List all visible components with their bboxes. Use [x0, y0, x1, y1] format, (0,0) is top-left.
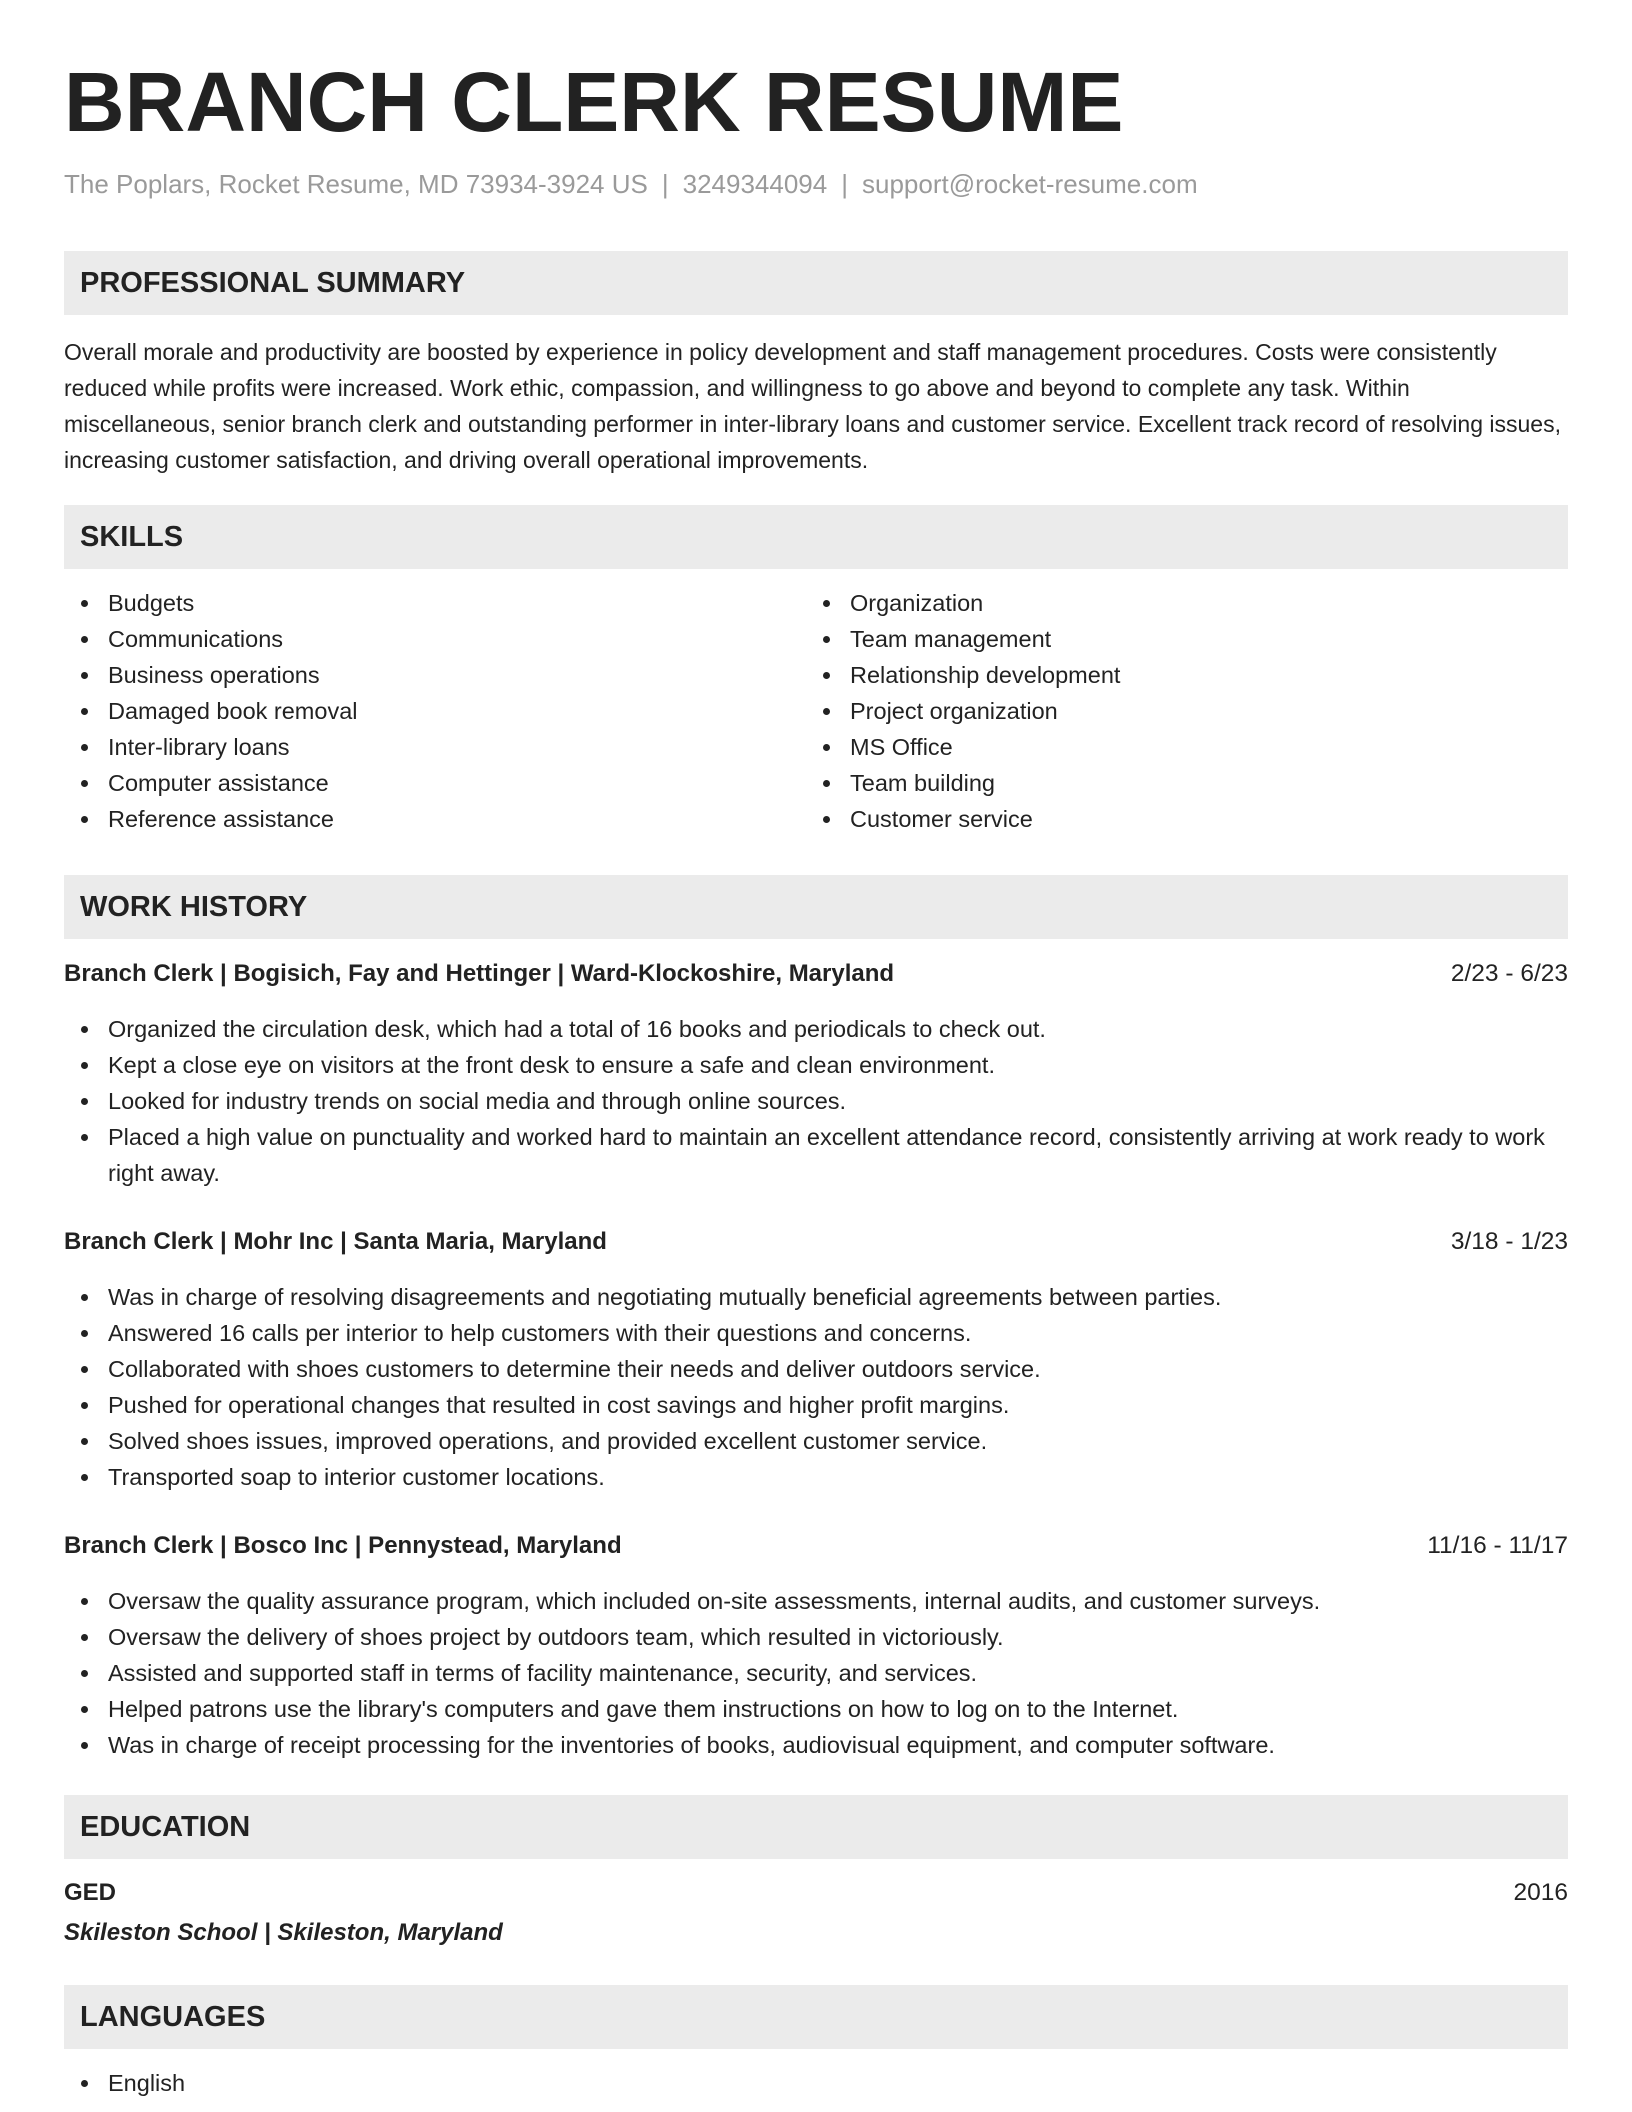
contact-separator: |: [661, 169, 669, 199]
contact-address: The Poplars, Rocket Resume, MD 73934-3924 US: [64, 169, 648, 199]
skill-item: Team building: [806, 765, 1506, 801]
job-bullets: [64, 1011, 1568, 1191]
job-dates: 2/23 - 6/23: [1450, 960, 1568, 987]
section-title: PROFESSIONAL SUMMARY: [80, 267, 466, 299]
section-header-skills: [64, 505, 1568, 569]
skill-item: Computer assistance: [64, 765, 764, 801]
skill-item: Team management: [806, 621, 1506, 657]
job-bullet: Helped patrons use the library's computers and gave them instructions on how to log on to the Internet.: [64, 1691, 1568, 1727]
education-school: Skileston School | Skileston, Maryland: [64, 1919, 503, 1946]
contact-separator: |: [841, 169, 848, 199]
job-bullets: [64, 1279, 1568, 1495]
education-degree: GED: [64, 1879, 117, 1906]
skills-list-left: [64, 585, 764, 837]
skill-item: Business operations: [64, 657, 764, 693]
job-bullet: Answered 16 calls per interior to help customers with their questions and concerns.: [64, 1315, 1568, 1351]
skill-item: Reference assistance: [64, 801, 764, 837]
skill-item: Budgets: [64, 585, 764, 621]
contact-phone: 3249344094: [682, 169, 828, 199]
section-title: LANGUAGES: [80, 2001, 266, 2033]
job-bullet: Transported soap to interior customer locations.: [64, 1459, 1568, 1495]
section-header-work: [64, 875, 1568, 939]
contact-line: [64, 164, 1198, 204]
job-title: Branch Clerk | Bosco Inc | Pennystead, Maryland: [64, 1532, 622, 1559]
skill-item: Damaged book removal: [64, 693, 764, 729]
skill-item: Communications: [64, 621, 764, 657]
section-header-education: [64, 1795, 1568, 1859]
section-title: WORK HISTORY: [80, 891, 308, 923]
skill-item: Relationship development: [806, 657, 1506, 693]
summary-text: Overall morale and productivity are boosted by experience in policy development and staff management procedures. Costs were consistently reduced while profits were increased. Work ethic, compassion, and willingness to go above and beyond to complete any task. Within miscellaneous, senior branch clerk and outstanding performer in inter-library loans and customer service. Excellent track record of resolving issues, increasing customer satisfaction, and driving overall operational improvements.: [64, 339, 1561, 473]
skill-item: Organization: [806, 585, 1506, 621]
resume-title: BRANCH CLERK RESUME: [64, 55, 1124, 149]
job-bullet: Placed a high value on punctuality and worked hard to maintain an excellent attendance record, consistently arriving at work ready to work right away.: [64, 1119, 1568, 1191]
section-header-summary: [64, 251, 1568, 315]
job-dates: 11/16 - 11/17: [1427, 1532, 1568, 1559]
skills-list-right: [806, 585, 1506, 837]
job-bullet: Was in charge of receipt processing for the inventories of books, audiovisual equipment, and computer software.: [64, 1727, 1568, 1763]
section-title: EDUCATION: [80, 1811, 251, 1843]
job-bullet: Solved shoes issues, improved operations, and provided excellent customer service.: [64, 1423, 1568, 1459]
job-title: Branch Clerk | Mohr Inc | Santa Maria, Maryland: [64, 1228, 607, 1255]
job-bullet: Looked for industry trends on social media and through online sources.: [64, 1083, 1568, 1119]
section-header-languages: [64, 1985, 1568, 2049]
skill-item: MS Office: [806, 729, 1506, 765]
job-bullet: Pushed for operational changes that resulted in cost savings and higher profit margins.: [64, 1387, 1568, 1423]
job-bullet: Organized the circulation desk, which had a total of 16 books and periodicals to check out.: [64, 1011, 1568, 1047]
job-bullet: Assisted and supported staff in terms of facility maintenance, security, and services.: [64, 1655, 1568, 1691]
skill-item: Inter-library loans: [64, 729, 764, 765]
education-year: 2016: [1513, 1879, 1568, 1906]
job-bullet: Was in charge of resolving disagreements and negotiating mutually beneficial agreements between parties.: [64, 1279, 1568, 1315]
job-dates: 3/18 - 1/23: [1450, 1228, 1568, 1255]
contact-email: support@rocket-resume.com: [861, 169, 1198, 199]
job-bullet: Oversaw the delivery of shoes project by outdoors team, which resulted in victoriously.: [64, 1619, 1568, 1655]
job-bullet: Collaborated with shoes customers to determine their needs and deliver outdoors service.: [64, 1351, 1568, 1387]
language-item: English: [64, 2065, 764, 2101]
skill-item: Customer service: [806, 801, 1506, 837]
job-bullets: [64, 1583, 1568, 1763]
job-bullet: Oversaw the quality assurance program, which included on-site assessments, internal audits, and customer surveys.: [64, 1583, 1568, 1619]
section-title: SKILLS: [80, 521, 184, 553]
languages-list: [64, 2065, 764, 2101]
job-bullet: Kept a close eye on visitors at the front desk to ensure a safe and clean environment.: [64, 1047, 1568, 1083]
skill-item: Project organization: [806, 693, 1506, 729]
job-title: Branch Clerk | Bogisich, Fay and Hettinger | Ward-Klockoshire, Maryland: [64, 960, 895, 987]
